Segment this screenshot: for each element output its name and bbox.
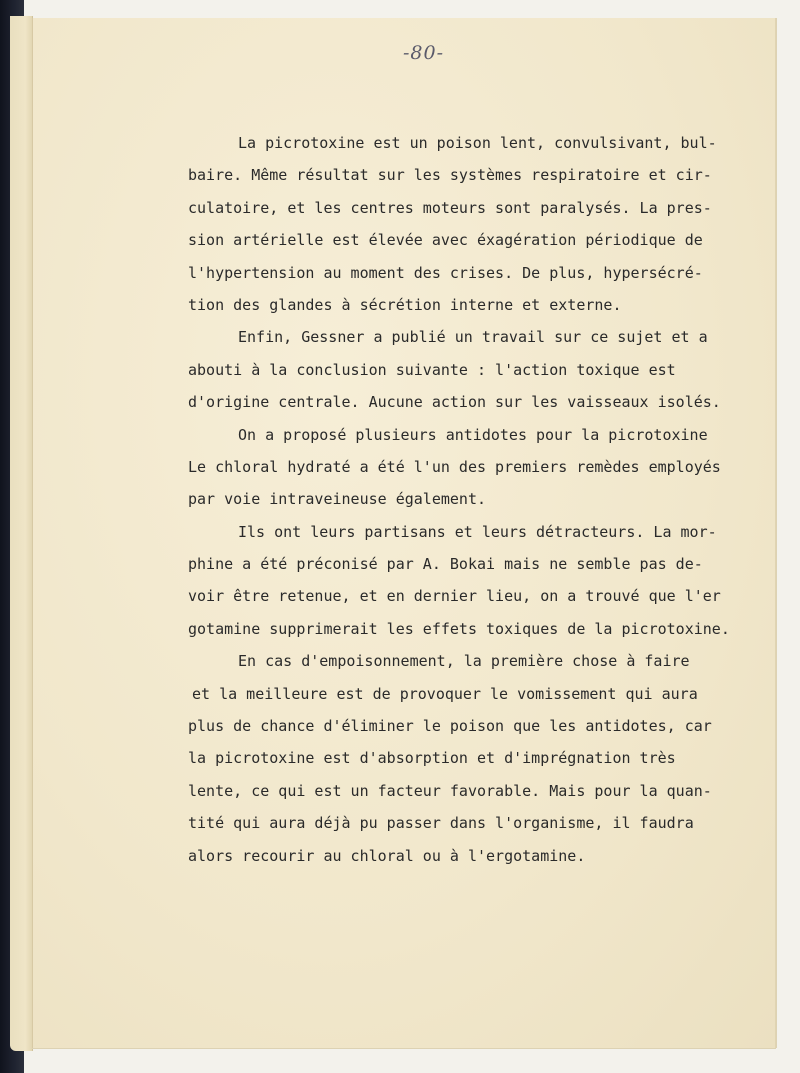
text-line: lente, ce qui est un facteur favorable. Mais pour la quan- (188, 781, 712, 800)
text-line: voir être retenue, et en dernier lieu, on a trouvé que l'er (188, 587, 721, 606)
text-line: abouti à la conclusion suivante : l'action toxique est (188, 360, 676, 379)
text-line: Enfin, Gessner a publié un travail sur ce sujet et a (238, 328, 708, 347)
text-line: En cas d'empoisonnement, la première chose à faire (238, 652, 690, 671)
text-line: La picrotoxine est un poison lent, convulsivant, bul- (238, 134, 717, 152)
text-line: culatoire, et les centres moteurs sont paralysés. La pres- (188, 198, 712, 217)
text-line: la picrotoxine est d'absorption et d'imprégnation très (188, 749, 676, 768)
text-line: tité qui aura déjà pu passer dans l'organisme, il faudra (188, 814, 694, 833)
text-line: d'origine centrale. Aucune action sur les vaisseaux isolés. (188, 393, 721, 412)
text-line: par voie intraveineuse également. (188, 490, 487, 509)
page-number: -80- (403, 42, 445, 64)
text-line: On a proposé plusieurs antidotes pour la picrotoxine (238, 425, 708, 444)
text-line: plus de chance d'éliminer le poison que les antidotes, car (188, 717, 712, 736)
body-text (188, 133, 778, 878)
text-line: et la meilleure est de provoquer le vomissement qui aura (192, 684, 698, 703)
text-line: gotamine supprimerait les effets toxiques de la picrotoxine. (188, 619, 730, 638)
text-line: l'hypertension au moment des crises. De plus, hypersécré- (188, 263, 703, 282)
text-line: phine a été préconisé par A. Bokai mais ne semble pas de- (188, 555, 703, 574)
text-line: sion artérielle est élevée avec éxagération périodique de (188, 231, 703, 250)
previous-page-edge (10, 16, 33, 1051)
text-line: alors recourir au chloral ou à l'ergotamine. (188, 846, 586, 865)
text-line: tion des glandes à sécrétion interne et externe. (188, 295, 622, 314)
text-line: Le chloral hydraté a été l'un des premiers remèdes employés (188, 457, 721, 476)
text-line: baire. Même résultat sur les systèmes respiratoire et cir- (188, 166, 712, 185)
text-line: Ils ont leurs partisans et leurs détracteurs. La mor- (238, 522, 717, 541)
